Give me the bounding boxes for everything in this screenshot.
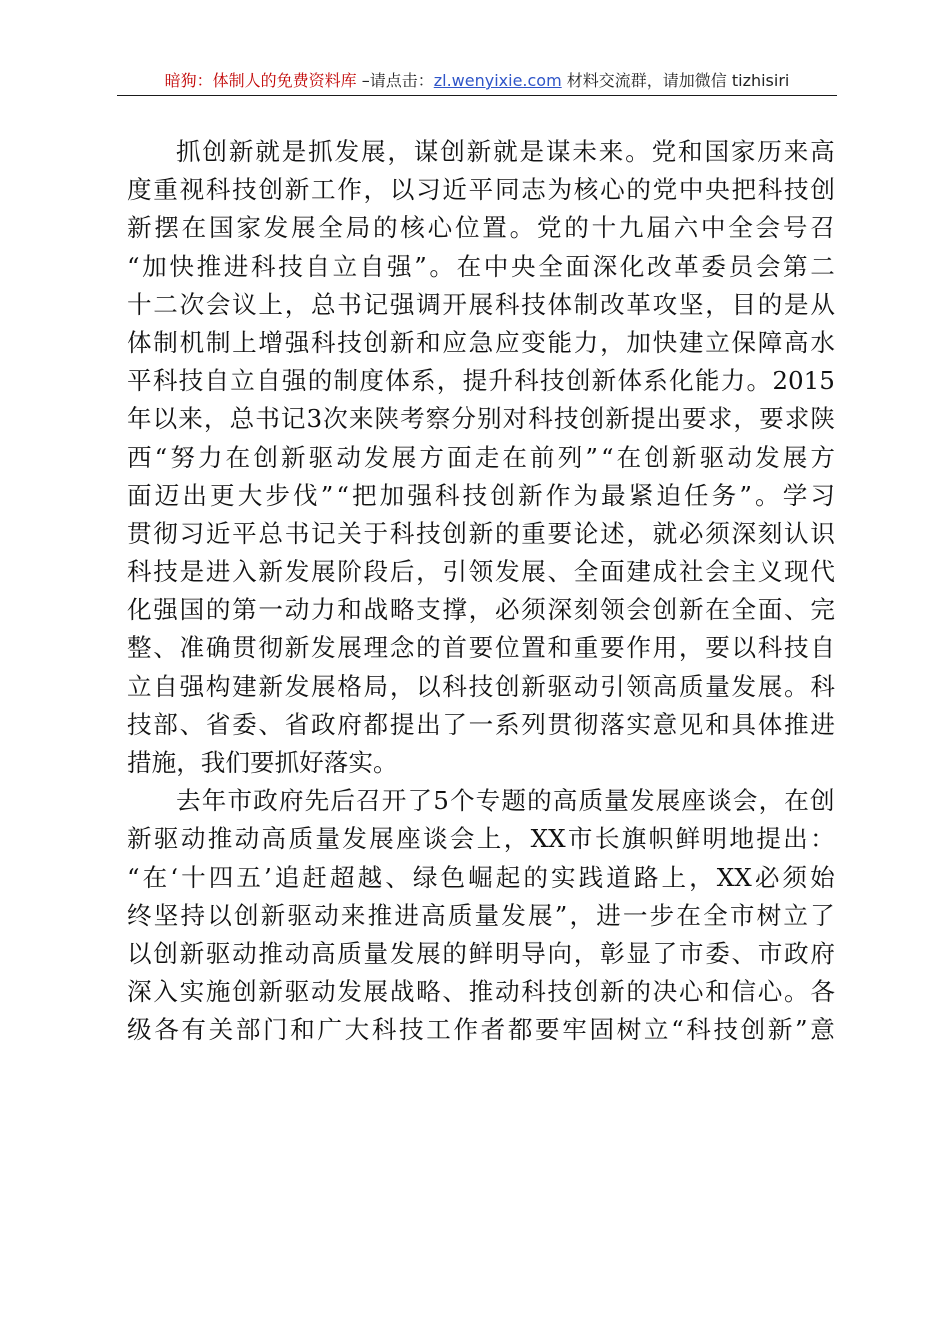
header-divider (117, 95, 837, 96)
text-line: 措施，我们要抓好落实。 (127, 748, 398, 777)
text-line: 深 入 实 施 创 新 驱 动 发 展 战 略 、 推 动 科 技 创 新 的 决 心 和 信 心 。 各 (127, 977, 835, 1007)
page-header (117, 70, 837, 94)
text-line: 技 部 、 省 委 、 省 政 府 都 提 出 了 一 系 列 贯 彻 落 实 意 见 和 具 体 推 进 (127, 709, 835, 739)
text-line: 终 坚 持 以 创 新 驱 动 来 推 进 高 质 量 发 展 ” ， 进 一 步 在 全 市 树 立 了 (127, 900, 835, 930)
text-line: 级 各 有 关 部 门 和 广 大 科 技 工 作 者 都 要 牢 固 树 立 “ 科 技 创 新 ” 意 (127, 1015, 835, 1045)
document-body (127, 133, 835, 1050)
text-line: 抓 创 新 就 是 抓 发 展 ， 谋 创 新 就 是 谋 未 来 。 党 和 国 家 历 来 高 (176, 137, 835, 166)
text-line: 西 “ 努 力 在 创 新 驱 动 发 展 方 面 走 在 前 列 ” “ 在 创 新 驱 动 发 展 方 (127, 442, 835, 472)
text-line: 平 科 技 自 立 自 强 的 制 度 体 系 ， 提 升 科 技 创 新 体 系 化 能 力 。 2015 (127, 366, 835, 396)
header-note: 材料交流群，请加微信 tizhisiri (561, 71, 790, 90)
text-line: 面 迈 出 更 大 步 伐 ” “ 把 加 强 科 技 创 新 作 为 最 紧 迫 任 务 ” 。 学 习 (127, 480, 835, 510)
header-link[interactable]: zl.wenyixie.com (433, 71, 562, 90)
text-line: 科 技 是 进 入 新 发 展 阶 段 后 ， 引 领 发 展 、 全 面 建 成 社 会 主 义 现 代 (127, 557, 835, 587)
text-line: 立 自 强 构 建 新 发 展 格 局 ， 以 科 技 创 新 驱 动 引 领 高 质 量 发 展 。 科 (127, 671, 835, 701)
text-line: 新 摆 在 国 家 发 展 全 局 的 核 心 位 置 。 党 的 十 九 届 六 中 全 会 号 召 (127, 213, 835, 243)
header-brand: 暗狗：体制人的免费资料库 (164, 71, 357, 90)
text-line: “ 在 ‘ 十 四 五 ’ 追 赶 超 越 、 绿 色 崛 起 的 实 践 道 路 上 ， XX 必 须 始 (127, 862, 835, 892)
text-line: 去 年 市 政 府 先 后 召 开 了 5 个 专 题 的 高 质 量 发 展 座 谈 会 ， 在 创 (176, 786, 835, 816)
text-line: 十 二 次 会 议 上 ， 总 书 记 强 调 开 展 科 技 体 制 改 革 攻 坚 ， 目 的 是 从 (127, 289, 835, 319)
text-line: 以 创 新 驱 动 推 动 高 质 量 发 展 的 鲜 明 导 向 ， 彰 显 了 市 委 、 市 政 府 (127, 938, 835, 968)
text-line: 年 以 来 ， 总 书 记 3 次 来 陕 考 察 分 别 对 科 技 创 新 提 出 要 求 ， 要 求 陕 (127, 404, 835, 434)
text-line: 度 重 视 科 技 创 新 工 作 ， 以 习 近 平 同 志 为 核 心 的 党 中 央 把 科 技 创 (127, 175, 835, 205)
text-line: 体 制 机 制 上 增 强 科 技 创 新 和 应 急 应 变 能 力 ， 加 快 建 立 保 障 高 水 (127, 327, 835, 357)
paragraph (127, 782, 835, 1049)
text-line: 新 驱 动 推 动 高 质 量 发 展 座 谈 会 上 ， XX 市 长 旗 帜 鲜 明 地 提 出 ： (127, 824, 835, 854)
text-line: 整 、 准 确 贯 彻 新 发 展 理 念 的 首 要 位 置 和 重 要 作 用 ， 要 以 科 技 自 (127, 633, 835, 663)
text-line: 贯 彻 习 近 平 总 书 记 关 于 科 技 创 新 的 重 要 论 述 ， 就 必 须 深 刻 认 识 (127, 518, 835, 548)
paragraph (127, 133, 835, 782)
header-prompt: –请点击： (356, 71, 434, 90)
text-line: 化 强 国 的 第 一 动 力 和 战 略 支 撑 ， 必 须 深 刻 领 会 创 新 在 全 面 、 完 (127, 595, 835, 625)
text-line: “ 加 快 推 进 科 技 自 立 自 强 ” 。 在 中 央 全 面 深 化 改 革 委 员 会 第 二 (127, 251, 835, 281)
